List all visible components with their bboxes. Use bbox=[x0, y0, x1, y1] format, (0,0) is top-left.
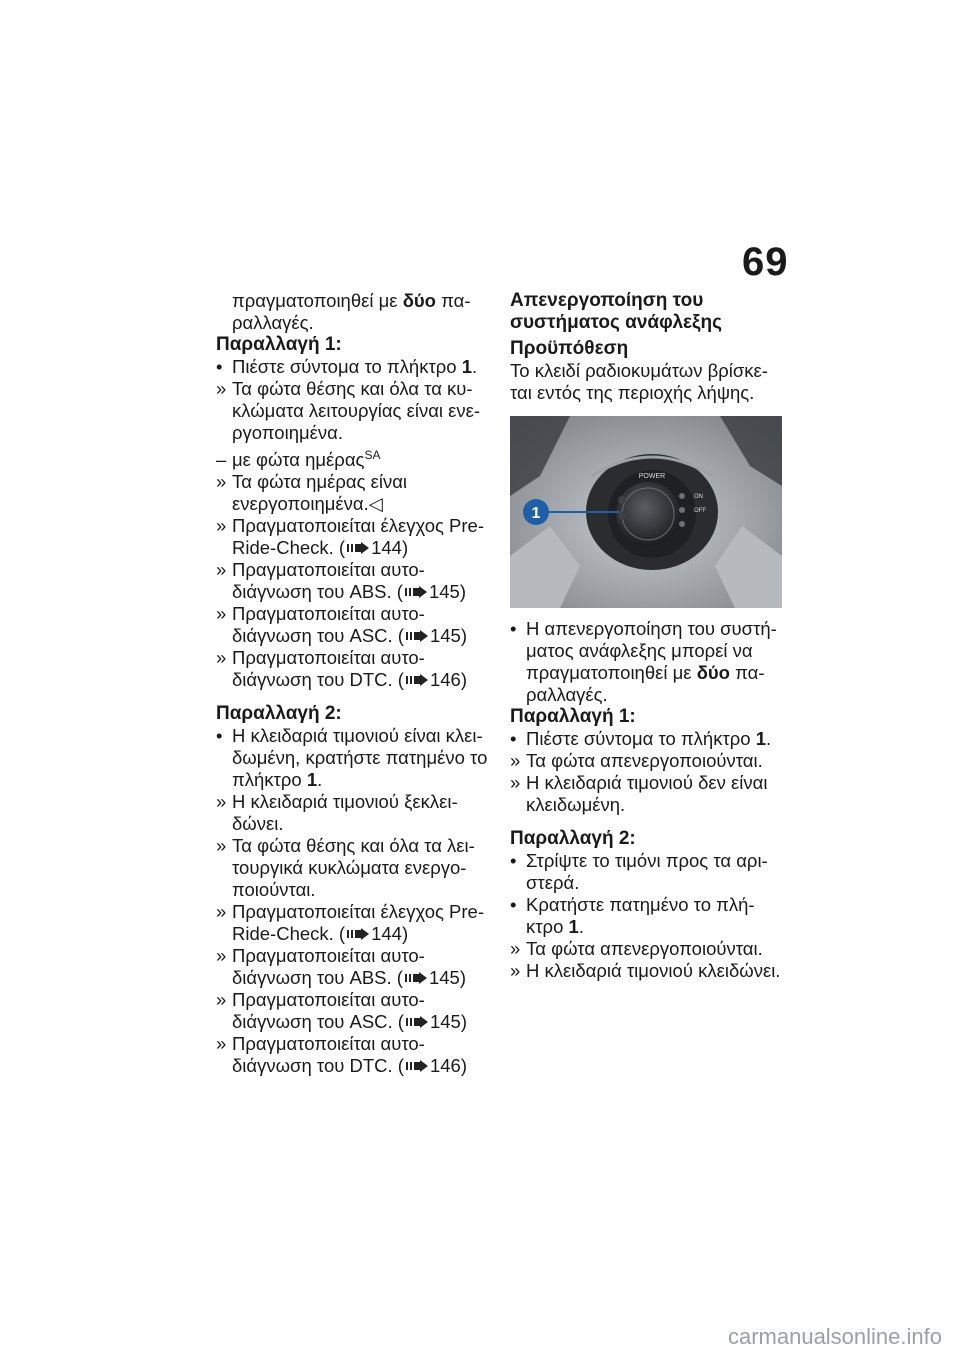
text: πραγματοποιηθεί με bbox=[526, 662, 692, 683]
result-icon: » bbox=[216, 559, 227, 580]
text: Πραγματοποιείται αυτο- bbox=[232, 603, 425, 624]
ignition-switch-photo bbox=[510, 416, 782, 608]
text-bold: 1 bbox=[755, 728, 767, 749]
text: διάγνωση του ABS. ( bbox=[232, 581, 403, 602]
footer-watermark: carmanualsonline.info bbox=[727, 1324, 942, 1349]
text: Κρατήστε πατημένο το πλή- bbox=[526, 894, 755, 915]
page-reference-icon bbox=[345, 928, 371, 940]
off-label: OFF bbox=[694, 508, 706, 514]
text: Η κλειδαριά τιμονιού δεν είναι bbox=[526, 772, 768, 793]
text-bold: 1 bbox=[568, 916, 579, 937]
text-bold: δύο bbox=[696, 662, 730, 683]
variant1-title: Παραλλαγή 1: bbox=[510, 706, 636, 727]
text: κλώματα λειτουργίας είναι ενε- bbox=[232, 400, 481, 421]
end-icon: ◁ bbox=[368, 493, 383, 514]
text: διάγνωση του ASC. ( bbox=[232, 1011, 404, 1032]
page-reference-icon bbox=[404, 674, 430, 686]
result-icon: » bbox=[510, 772, 521, 793]
result-icon: » bbox=[216, 835, 227, 856]
text: πραγματοποιηθεί με bbox=[232, 290, 398, 311]
text: πα- bbox=[441, 290, 471, 311]
text: Ride-Check. ( bbox=[232, 923, 346, 944]
text: Η κλειδαριά τιμονιού κλειδώνει. bbox=[526, 960, 781, 981]
prereq-text: Το κλειδί ραδιοκυμάτων βρίσκε- bbox=[510, 360, 768, 381]
text: ργοποιημένα. bbox=[232, 422, 343, 443]
page-ref[interactable]: 146) bbox=[429, 669, 467, 690]
text: . bbox=[317, 769, 323, 790]
prereq-text: ται εντός της περιοχής λήψης. bbox=[510, 382, 755, 403]
text: . bbox=[578, 916, 584, 937]
bullet-icon: • bbox=[510, 894, 517, 915]
right-column bbox=[510, 290, 782, 982]
page-reference-icon bbox=[404, 630, 430, 642]
power-label: POWER bbox=[638, 473, 666, 480]
superscript-sa: SA bbox=[364, 448, 381, 462]
text: διάγνωση του DTC. ( bbox=[232, 669, 404, 690]
text: Τα φώτα ημέρας είναι bbox=[232, 471, 408, 492]
variant2-title: Παραλλαγή 2: bbox=[510, 828, 636, 849]
result-icon: » bbox=[216, 791, 227, 812]
result-icon: » bbox=[216, 647, 227, 668]
left-column bbox=[216, 290, 488, 1077]
result-icon: » bbox=[216, 515, 227, 536]
page-reference-icon bbox=[345, 542, 371, 554]
text: διάγνωση του ASC. ( bbox=[232, 625, 404, 646]
callout-number: 1 bbox=[531, 505, 541, 522]
text: Πραγματοποιείται έλεγχος Pre- bbox=[232, 901, 485, 922]
bullet-icon: • bbox=[510, 728, 517, 749]
text: . bbox=[472, 356, 478, 377]
text: κτρο bbox=[526, 916, 564, 937]
page-ref[interactable]: 145) bbox=[429, 625, 467, 646]
text: Στρίψτε το τιμόνι προς τα αρι- bbox=[526, 850, 768, 871]
ignition-switch-illustration bbox=[510, 416, 782, 608]
bullet-icon: • bbox=[510, 618, 517, 639]
condition-icon: – bbox=[216, 449, 227, 470]
section-title: συστήματος ανάφλεξης bbox=[510, 312, 722, 333]
text: Τα φώτα απενεργοποιούνται. bbox=[526, 750, 763, 771]
page-reference-icon bbox=[404, 1060, 430, 1072]
text: Η κλειδαριά τιμονιού είναι κλει- bbox=[232, 725, 483, 746]
text: Ride-Check. ( bbox=[232, 537, 346, 558]
page-ref[interactable]: 144) bbox=[371, 923, 409, 944]
result-icon: » bbox=[216, 603, 227, 624]
result-icon: » bbox=[216, 378, 227, 399]
bullet-icon: • bbox=[216, 725, 223, 746]
bullet-icon: • bbox=[510, 850, 517, 871]
page-ref[interactable]: 144) bbox=[371, 537, 409, 558]
intro-line: ραλλαγές. bbox=[232, 312, 314, 333]
text: κλειδωμένη. bbox=[526, 794, 626, 815]
variant2-title: Παραλλαγή 2: bbox=[216, 703, 342, 724]
result-icon: » bbox=[216, 945, 227, 966]
text-bold: δύο bbox=[402, 290, 436, 311]
text: Η κλειδαριά τιμονιού ξεκλει- bbox=[232, 791, 458, 812]
section-title: Απενεργοποίηση του bbox=[510, 290, 704, 311]
on-label: ON bbox=[694, 494, 703, 500]
text: Πιέστε σύντομα το πλήκτρο bbox=[232, 356, 457, 377]
text: στερά. bbox=[526, 872, 580, 893]
text: Πραγματοποιείται αυτο- bbox=[232, 647, 425, 668]
text-bold: 1 bbox=[306, 769, 318, 790]
intro-line bbox=[216, 290, 488, 312]
page-reference-icon bbox=[404, 1016, 430, 1028]
text: ραλλαγές. bbox=[526, 684, 608, 705]
text: πα- bbox=[735, 662, 765, 683]
result-icon: » bbox=[216, 989, 227, 1010]
text: Πραγματοποιείται αυτο- bbox=[232, 945, 425, 966]
result-icon: » bbox=[216, 901, 227, 922]
result-icon: » bbox=[510, 750, 521, 771]
bullet-icon: • bbox=[216, 356, 223, 377]
text: Πραγματοποιείται έλεγχος Pre- bbox=[232, 515, 485, 536]
text: διάγνωση του DTC. ( bbox=[232, 1055, 404, 1076]
text-bold: 1 bbox=[461, 356, 473, 377]
prereq-title: Προϋπόθεση bbox=[510, 338, 629, 359]
page-ref[interactable]: 145) bbox=[428, 967, 466, 988]
text: Τα φώτα θέσης και όλα τα λει- bbox=[232, 835, 475, 856]
text: Πιέστε σύντομα το πλήκτρο bbox=[526, 728, 751, 749]
text: δώνει. bbox=[232, 813, 284, 834]
text: Πραγματοποιείται αυτο- bbox=[232, 989, 425, 1010]
text: Πραγματοποιείται αυτο- bbox=[232, 559, 425, 580]
variant1-title: Παραλλαγή 1: bbox=[216, 334, 342, 355]
text: πλήκτρο bbox=[232, 769, 302, 790]
text: δωμένη, κρατήστε πατημένο το bbox=[232, 747, 488, 768]
text: Τα φώτα θέσης και όλα τα κυ- bbox=[232, 378, 473, 399]
result-icon: » bbox=[216, 471, 227, 492]
page-ref[interactable]: 146) bbox=[429, 1055, 467, 1076]
page-ref[interactable]: 145) bbox=[429, 1011, 467, 1032]
page-reference-icon bbox=[403, 972, 429, 984]
text: . bbox=[766, 728, 772, 749]
page-ref[interactable]: 145) bbox=[428, 581, 466, 602]
result-icon: » bbox=[510, 938, 521, 959]
page-number: 69 bbox=[742, 240, 789, 284]
text: με φώτα ημέρας bbox=[232, 449, 365, 470]
text: ενεργοποιημένα. bbox=[232, 493, 369, 514]
text: Η απενεργοποίηση του συστή- bbox=[526, 618, 777, 639]
text: ματος ανάφλεξης μπορεί να bbox=[526, 640, 753, 661]
page-reference-icon bbox=[403, 586, 429, 598]
text: ποιούνται. bbox=[232, 879, 316, 900]
text: τουργικά κυκλώματα ενεργο- bbox=[232, 857, 467, 878]
result-icon: » bbox=[216, 1033, 227, 1054]
result-icon: » bbox=[510, 960, 521, 981]
text: διάγνωση του ABS. ( bbox=[232, 967, 403, 988]
text: Τα φώτα απενεργοποιούνται. bbox=[526, 938, 763, 959]
text: Πραγματοποιείται αυτο- bbox=[232, 1033, 425, 1054]
